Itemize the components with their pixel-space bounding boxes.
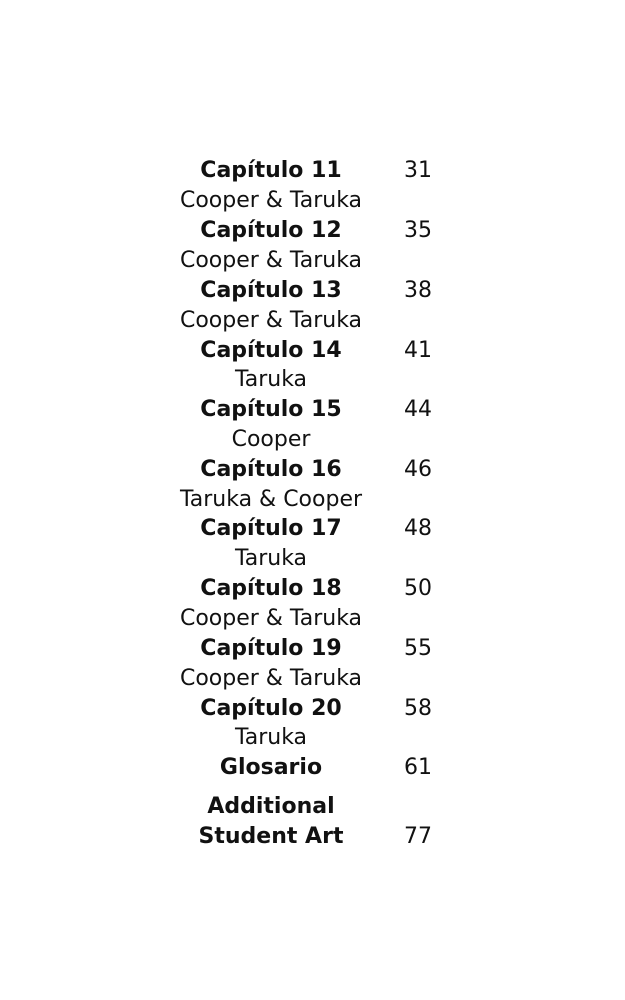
chapter-title: Capítulo 13 (200, 278, 342, 303)
chapter-title: Capítulo 17 (200, 516, 342, 541)
chapter-author: Cooper & Taruka (179, 248, 363, 273)
chapter-author: Cooper & Taruka (179, 666, 363, 691)
chapter-title: Capítulo 19 (200, 636, 342, 661)
page-number: 46 (404, 457, 432, 482)
additional-title-line1: Additional (207, 794, 335, 819)
chapter-author: Taruka & Cooper (179, 487, 363, 512)
chapter-author: Taruka (234, 367, 308, 392)
page-number: 41 (404, 338, 432, 363)
page-number: 77 (404, 824, 432, 849)
glossary-title: Glosario (219, 755, 323, 780)
chapter-author: Taruka (234, 546, 308, 571)
chapter-title: Capítulo 14 (200, 338, 342, 363)
page-number: 31 (404, 158, 432, 183)
chapter-title: Capítulo 16 (200, 457, 342, 482)
page-number: 44 (404, 397, 432, 422)
chapter-author: Cooper & Taruka (179, 308, 363, 333)
page-number: 55 (404, 636, 432, 661)
chapter-title: Capítulo 15 (200, 397, 342, 422)
page-number: 35 (404, 218, 432, 243)
page-number: 61 (404, 755, 432, 780)
page-number: 58 (404, 696, 432, 721)
page-number: 50 (404, 576, 432, 601)
chapter-title: Capítulo 11 (200, 158, 342, 183)
additional-title-line2: Student Art (198, 824, 344, 849)
chapter-author: Cooper & Taruka (179, 188, 363, 213)
chapter-author: Cooper & Taruka (179, 606, 363, 631)
chapter-author: Taruka (234, 725, 308, 750)
chapter-author: Cooper (231, 427, 311, 452)
chapter-title: Capítulo 20 (200, 696, 342, 721)
page-number: 48 (404, 516, 432, 541)
chapter-title: Capítulo 12 (200, 218, 342, 243)
page-number: 38 (404, 278, 432, 303)
chapter-title: Capítulo 18 (200, 576, 342, 601)
